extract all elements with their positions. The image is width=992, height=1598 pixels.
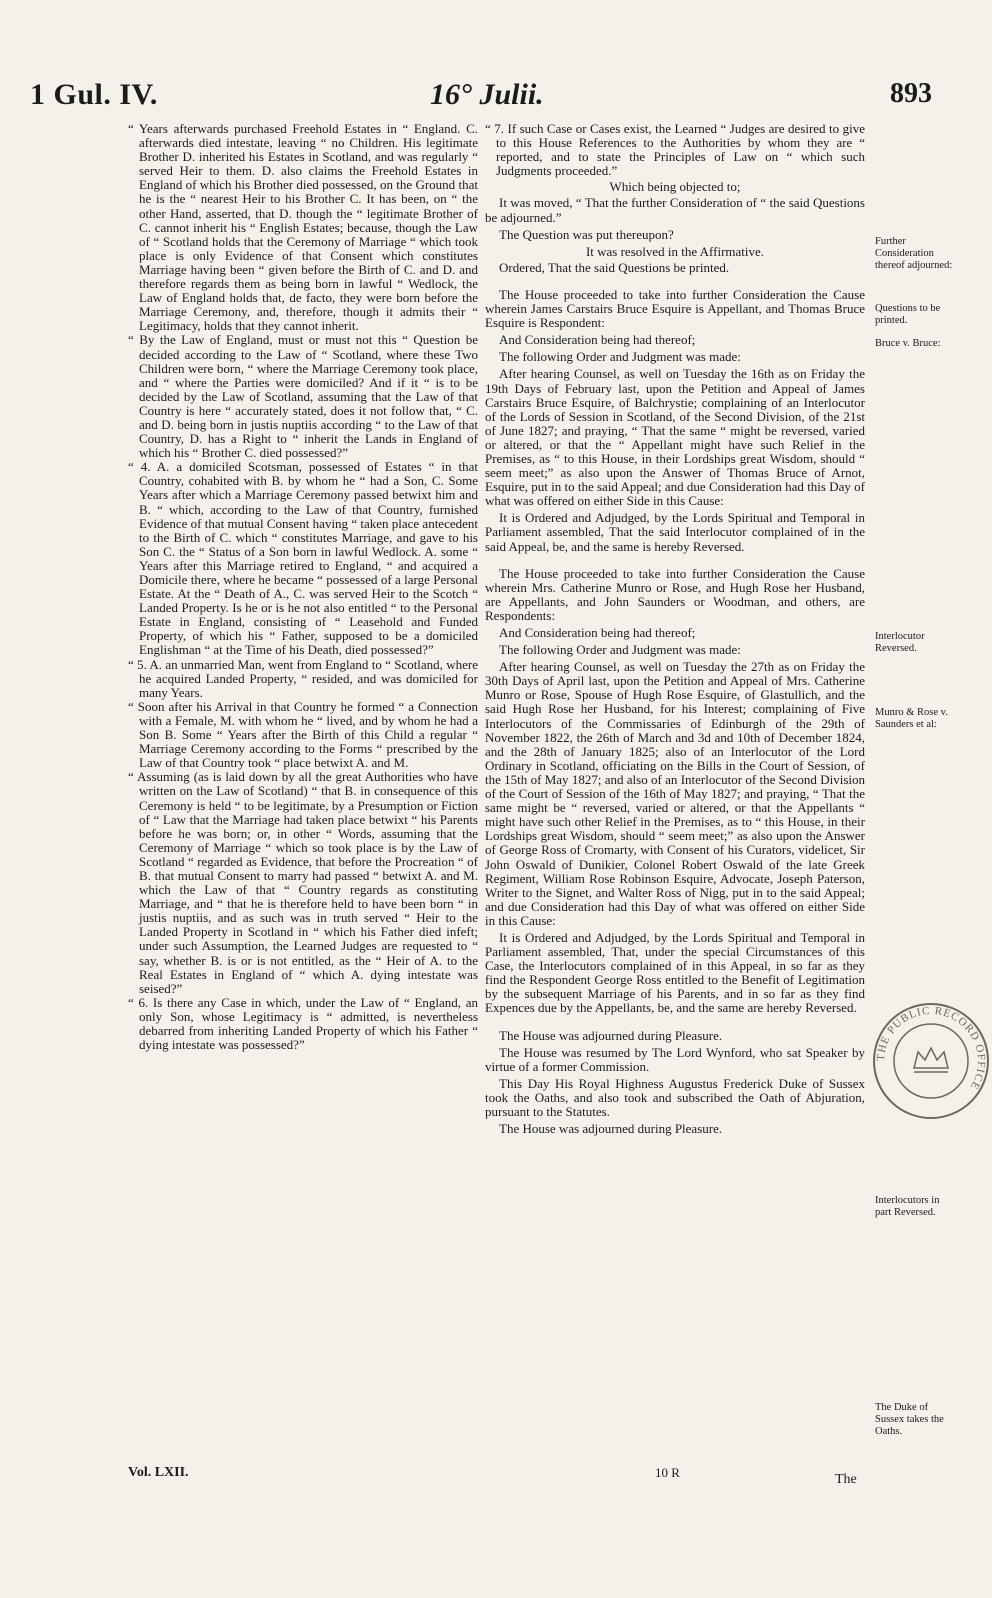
- question-3-query: “ By the Law of England, must or must not this “ Question be decided according to the Law of “ Scotland, where these Two Children were born, “ where the Marriage Ceremony took place, and “ where the Parties were domiciled? And if it “ is to be decided by the Law of Scotland, assuming that the Law of that Country is here “ accurately stated, does it not follow that, “ C. and D. being born in justis nuptiis according “ to the Law of that Country, D. has a Right to “ inherit the Lands in England of which his “ Brother C. died possessed?”: [128, 332, 478, 461]
- left-column: [128, 122, 478, 1052]
- header-regnal-year: 1 Gul. IV.: [30, 78, 158, 111]
- objected-line: Which being objected to;: [609, 179, 741, 195]
- svg-text:THE PUBLIC RECORD OFFICE: THE PUBLIC RECORD OFFICE: [874, 1004, 988, 1092]
- question-put-line: The Question was put thereupon?: [499, 226, 674, 242]
- question-4: “ 4. A. a domiciled Scotsman, possessed of Estates “ in that Country, cohabited with B. by whom he “ had a Son, C. Some Years after which a Marriage Ceremony passed betwixt him and B. “ which, according to the Law of that Country, furnished Evidence of that mutual Consent having “ taken place antecedent to the Birth of C. which “ constitutes Marriage, and gave to his Son C. the “ Status of a Son born in lawful Wedlock. A. some “ Years after this Marriage retired to England, “ and acquired a Domicile there, where he became “ possessed of a large Personal Estate. At the “ Death of A., C. was served Heir to the Scotch “ Landed Property. Is he or is he not also entitled “ to the Personal Estate in England, consisting of “ Leasehold and Funded Property, of which his “ Father, supposed to be a domiciled Englishman “ at the Time of his Death, died possessed?”: [128, 459, 478, 658]
- footer-catchword: The: [835, 1472, 857, 1487]
- margin-note-further: Further Consideration thereof adjourned:: [875, 236, 953, 271]
- question-5: “ 5. A. an unmarried Man, went from England to “ Scotland, where he acquired Landed Property, “ resided, and was domiciled for many Years.: [128, 656, 478, 700]
- bruce-intro: The House proceeded to take into further Consideration the Cause wherein James Carstairs Bruce Esquire is Appellant, and Thomas Bruce Esquire is Respondent:: [485, 286, 865, 331]
- margin-note-reversed: Interlocutor Reversed.: [875, 631, 925, 654]
- question-3-part: “ Years afterwards purchased Freehold Estates in “ England. C. afterwards died intestate, leaving “ no Children. His legitimate Brother D. inherited his Estates in Scotland, and was regularly “ served Heir to them. D. also claims the Freehold Estates in England of which his Brother died possessed, on the Ground that he is the “ nearest Heir to his Brother C. It has been, on “ the other Hand, asserted, that D. though the “ legitimate Brother of C. cannot inherit his “ English Estates; because, though the Law of “ Scotland holds that the Ceremony of Marriage “ which took place is only Evidence of that Consent which constitutes Marriage having been “ given before the Birth of C. and D. and therefore regards them as being born in lawful “ Wedlock, the Law of England holds that, de facto, they were born before the Marriage Ceremony, and, therefore, though it admits their “ Legitimacy, holds that they cannot inherit.: [128, 121, 478, 334]
- header-date: 16° Julii.: [430, 78, 544, 111]
- question-7: “ 7. If such Case or Cases exist, the Learned “ Judges are desired to give to this House References to the Authorities by whom they are “ reported, and to state the Principles of Law on “ which such Judgments proceeded.”: [485, 121, 865, 179]
- munro-judgment: It is Ordered and Adjudged, by the Lords Spiritual and Temporal in Parliament assembled, That, under the special Circumstances of this Case, the Interlocutors complained of in this Appeal, in so far as they find the Respondent George Ross entitled to the Benefit of Legitimation by the subsequent Marriage of his Parents, and in so far as they find Expences due by the Appellants, be, and the same are hereby Reversed.: [485, 929, 865, 1016]
- record-office-stamp: [870, 1000, 992, 1122]
- moved-line: It was moved, “ That the further Consideration of “ the said Questions be adjourned.”: [485, 195, 865, 225]
- bruce-order: The following Order and Judgment was made:: [499, 349, 741, 365]
- question-5-assuming: “ Assuming (as is laid down by all the great Authorities who have written on the Law of Scotland) “ that B. in consequence of this Ceremony is held “ to be legitimate, by a Presumption or Fiction of “ Law that the Marriage had taken place betwixt “ his Parents before he was born; or, in other “ Words, assuming that the Ceremony of Marriage “ which so took place is by the Law of Scotland “ regarded as Evidence, that before the Procreation “ of B. that mutual Consent to marry had passed “ betwixt A. and M. which the Law of that “ Country regards as constituting Marriage, and “ that he is therefore held to have been born “ in justis nuptiis, and as such was in truth served “ Heir to the Landed Property in Scotland in “ which his Father died infeft; under such Assumption, the Learned Judges are requested to “ say, whether B. is or is not entitled, as the “ Heir of A. to the Real Estates in England of “ which A. dying intestate was seised?”: [128, 769, 478, 996]
- bruce-consideration: And Consideration being had thereof;: [499, 332, 696, 348]
- bruce-hearing: After hearing Counsel, as well on Tuesday the 16th as on Friday the 19th Days of February last, upon the Petition and Appeal of James Carstairs Bruce Esquire, of Balchrystie; complaining of an Interlocutor of the Lords of Session in Scotland, of the Second Division, of the 21st of June 1827; and praying, “ That the same “ might be reversed, varied or altered, or that the “ Appellant might have such Relief in the Premises, as “ to this House, in their Lordships great Wisdom, should “ seem meet;” as also upon the Answer of Thomas Bruce of Arnot, Esquire, put in to the said Appeal; and due Consideration had this Day of what was offered on either Side in this Cause:: [485, 366, 865, 509]
- margin-note-bruce: Bruce v. Bruce:: [875, 338, 941, 349]
- bruce-judgment: It is Ordered and Adjudged, by the Lords Spiritual and Temporal in Parliament assembled, That the said Interlocutor complained of in the said Appeal, be, and the same is hereby Reversed.: [485, 510, 865, 554]
- munro-intro: The House proceeded to take into further Consideration the Cause wherein Mrs. Catherine Munro or Rose, and Hugh Rose her Husband, are Appellants, and John Saunders or Woodman, and others, are Respondents:: [485, 565, 865, 623]
- margin-note-munro: Munro & Rose v. Saunders et al:: [875, 707, 948, 730]
- duke-oaths-line: This Day His Royal Highness Augustus Frederick Duke of Sussex took the Oaths, and also took and subscribed the Oath of Abjuration, pursuant to the Statutes.: [485, 1075, 865, 1119]
- resolved-line: It was resolved in the Affirmative.: [585, 243, 765, 259]
- margin-note-duke: The Duke of Sussex takes the Oaths.: [875, 1402, 944, 1437]
- ordered-print-line: Ordered, That the said Questions be printed.: [499, 259, 730, 275]
- adjourned-line-2: The House was adjourned during Pleasure.: [499, 1121, 723, 1137]
- header-page-number: 893: [890, 78, 932, 109]
- question-6: “ 6. Is there any Case in which, under the Law of “ England, an only Son, whose Legitimacy is “ admitted, is nevertheless debarred from inheriting Landed Property of which his Father “ dying intestate was possessed?”: [128, 994, 478, 1053]
- margin-note-print: Questions to be printed.: [875, 303, 941, 326]
- munro-hearing: After hearing Counsel, as well on Tuesday the 27th as on Friday the 30th Days of April last, upon the Petition and Appeal of Mrs. Catherine Munro or Rose, Spouse of Hugh Rose Esquire, of Glastullich, and the said Hugh Rose her Husband, for his Interest; complaining of Five Interlocutors of the Commissaries of Edinburgh of the 29th of November 1822, the 26th of March and 3d and 10th of December 1824, and the 28th of January 1825; also of an Interlocutor of the Lord Ordinary in Scotland, officiating on the Bills in the Court of Session, of the 15th of May 1827; and also of an Interlocutor of the Second Division of the Court of Session of the 16th of May 1827; and praying, “ That the same might be “ reversed, varied or altered, or that the Appellants “ might have such other Relief in the Premises, as to “ this House, in their Lordships great Wisdom, should “ seem meet;” as also upon the Answer of George Ross of Cromarty, with Consent of his Curators, videlicet, Sir John Oswald of Dunikier, Colonel Robert Oswald of the late Greek Regiment, William Rose Robinson Esquire, Advocate, Joseph Paterson, Writer to the Signet, and Walter Ross of Nigg, put in to the said Appeal; and due Consideration had this Day of what was offered on either Side in this Cause:: [485, 659, 865, 928]
- munro-consideration: And Consideration being had thereof;: [499, 625, 696, 640]
- resumed-line: The House was resumed by The Lord Wynford, who sat Speaker by virtue of a former Commission.: [485, 1044, 865, 1074]
- question-5-connection: “ Soon after his Arrival in that Country he formed “ a Connection with a Female, M. with whom he “ lived, and by whom he had a Son B. Some “ Years after the Birth of this Child a regular “ Marriage Ceremony according to the Forms “ prescribed by the Law of that Country took “ place betwixt A. and M.: [128, 698, 478, 771]
- munro-order: The following Order and Judgment was made:: [499, 642, 741, 658]
- footer-volume: Vol. LXII.: [128, 1465, 189, 1480]
- footer-signature-mark: 10 R: [655, 1465, 680, 1480]
- adjourned-line-1: The House was adjourned during Pleasure.: [499, 1027, 723, 1043]
- margin-note-part-reversed: Interlocutors in part Reversed.: [875, 1195, 940, 1218]
- right-column: [485, 122, 865, 1139]
